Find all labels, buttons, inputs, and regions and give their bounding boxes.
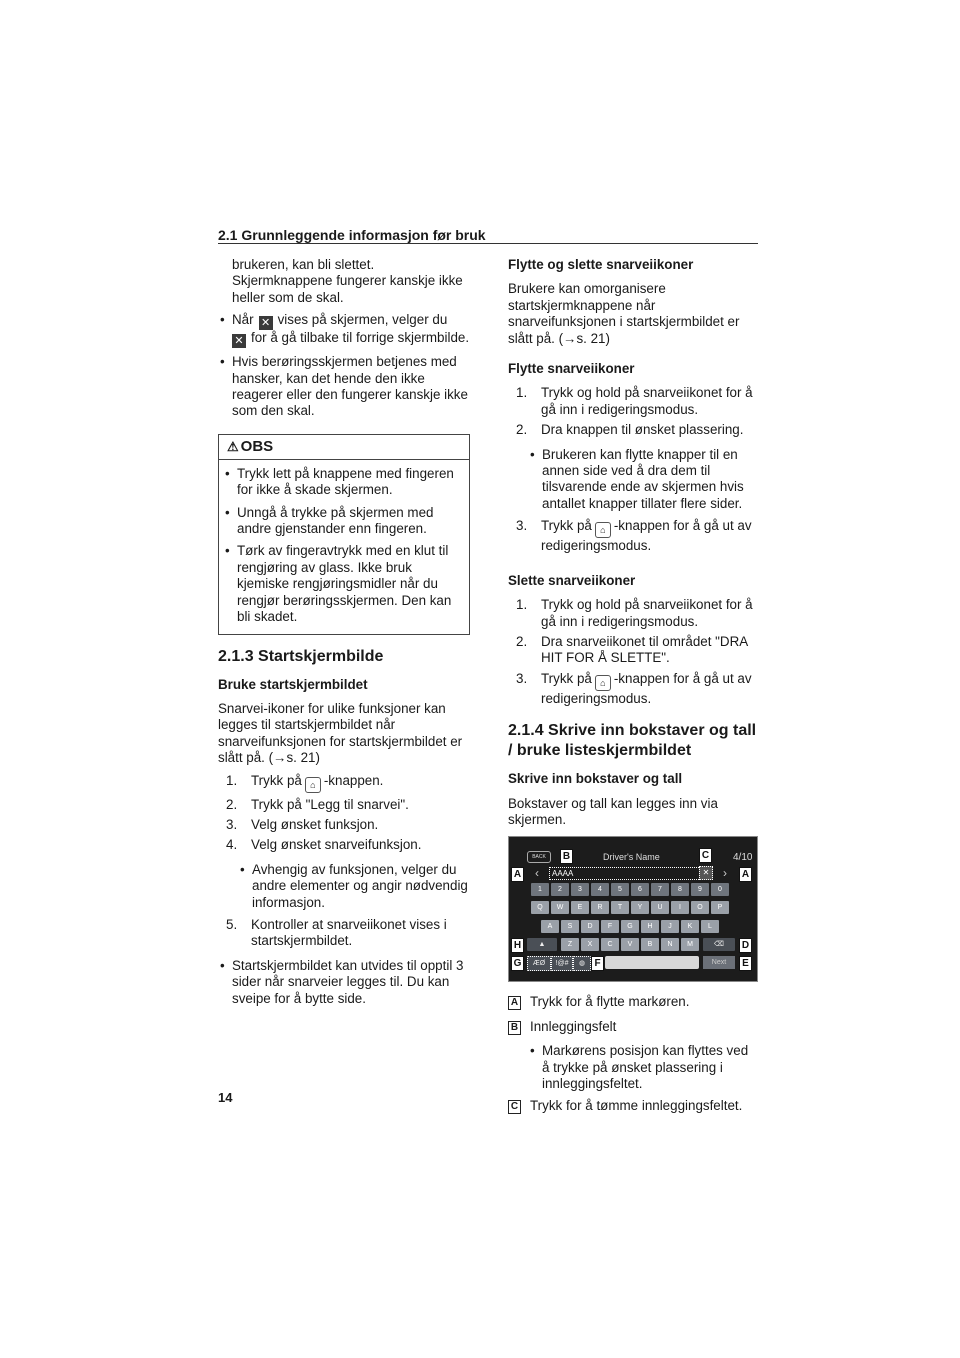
subheading-flytte: Flytte snarveiikoner <box>508 361 635 377</box>
key[interactable]: W <box>551 901 569 914</box>
key[interactable]: 4 <box>591 883 609 896</box>
bullet-text-c: for å gå tilbake til forrige skjermbilde. <box>251 330 470 346</box>
move-step-3 <box>516 518 758 554</box>
screen-title: Driver's Name <box>603 852 660 863</box>
obs-notice-box <box>218 434 470 635</box>
right-column <box>508 257 758 1123</box>
label-a-left: A <box>511 867 524 882</box>
key[interactable]: O <box>691 901 709 914</box>
legend-key: C <box>508 1100 521 1114</box>
label-f: F <box>591 956 604 971</box>
legend-text: Innleggingsfelt <box>530 1018 617 1034</box>
step-text-b: -knappen for å gå ut av redigeringsmodus. <box>541 518 752 554</box>
step-text-b: -knappen. <box>323 772 384 788</box>
page-number: 14 <box>218 1090 233 1105</box>
globe-icon[interactable]: ◍ <box>573 956 591 971</box>
legend-a <box>508 994 758 1010</box>
step-4-bullet: • Avhengig av funksjonen, velger du andre elementer og angir nødvendig informasjon. <box>238 862 470 911</box>
step-4 <box>226 837 470 853</box>
step-number: 3. <box>516 518 528 534</box>
key[interactable]: L <box>701 920 719 933</box>
key[interactable]: J <box>661 920 679 933</box>
subheading-flytte-slette: Flytte og slette snarveiikoner <box>508 257 694 272</box>
legend-c <box>508 1098 758 1114</box>
key[interactable]: 2 <box>551 883 569 896</box>
key[interactable]: A <box>541 920 559 933</box>
step-text: Trykk og hold på snarveiikonet for å gå inn i redigeringsmodus. <box>541 385 753 417</box>
backspace-icon[interactable]: ⌫ <box>703 938 735 951</box>
key[interactable]: F <box>601 920 619 933</box>
legend-text: Trykk for å tømme innleggingsfeltet. <box>530 1098 743 1114</box>
key[interactable]: 7 <box>651 883 669 896</box>
step-text: Trykk på "Legg til snarvei". <box>251 796 409 812</box>
close-square-icon: ✕ <box>259 316 273 330</box>
heading-startskjermbilde: 2.1.3 Startskjermbilde <box>218 647 384 665</box>
heading-skrive-inn: 2.1.4 Skrive inn bokstaver og tall / bruke listeskjermbildet <box>508 722 757 760</box>
bullet-back-icon <box>218 312 470 348</box>
step-text-a: Trykk på <box>251 772 302 788</box>
close-square-icon: ✕ <box>232 334 246 348</box>
key[interactable]: B <box>641 938 659 951</box>
key[interactable]: M <box>681 938 699 951</box>
key[interactable]: 5 <box>611 883 629 896</box>
key[interactable]: V <box>621 938 639 951</box>
legend-key: B <box>508 1021 521 1035</box>
bullet-gloves: • Hvis berøringsskjermen betjenes med hansker, kan det hende den ikke reagerer eller den fungerer kanskje ikke som den skal. <box>218 354 470 420</box>
key[interactable]: H <box>641 920 659 933</box>
legend-b-bullet: • Markørens posisjon kan flyttes ved å trykke på ønsket plassering i innleggingsfeltet. <box>528 1043 758 1092</box>
keyboard-screen-illustration <box>508 836 758 982</box>
key[interactable]: 6 <box>631 883 649 896</box>
subheading-slette: Slette snarveiikoner <box>508 572 636 588</box>
step-number: 3. <box>226 816 238 832</box>
home-icon: ⌂ <box>305 777 321 793</box>
key[interactable]: U <box>651 901 669 914</box>
key[interactable]: G <box>621 920 639 933</box>
step-text: Trykk og hold på snarveiikonet for å gå inn i redigeringsmodus. <box>541 597 753 629</box>
step-3 <box>226 817 470 833</box>
subheading-bruke: Bruke startskjermbildet <box>218 676 368 692</box>
key[interactable]: R <box>591 901 609 914</box>
obs-item: • Tørk av fingeravtrykk med en klut til rengjøring av glass. Ikke bruk kjemiske rengjøringsmidler når du rengjør berøringsskjermen. Den kan bli skadet. <box>223 543 463 625</box>
step-5 <box>226 917 470 950</box>
section-title: 2.1 Grunnleggende informasjon før bruk <box>218 227 486 243</box>
symbols-button[interactable]: !@# <box>551 956 573 971</box>
step-number: 1. <box>516 597 528 613</box>
clear-icon[interactable]: ✕ <box>699 866 713 880</box>
label-d: D <box>739 938 752 953</box>
step-text-a: Trykk på <box>541 670 592 686</box>
key[interactable]: T <box>611 901 629 914</box>
key[interactable]: S <box>561 920 579 933</box>
obs-body <box>219 460 469 634</box>
key[interactable]: I <box>671 901 689 914</box>
obs-header <box>219 435 469 460</box>
warning-icon: ⚠ <box>227 438 239 454</box>
step-text: Kontroller at snarveiikonet vises i startskjermbildet. <box>251 916 447 949</box>
subheading-skrive: Skrive inn bokstaver og tall <box>508 771 683 787</box>
bullet-expand: • Startskjermbildet kan utvides til opptil 3 sider når snarveier legges til. Du kan sveipe for å bytte side. <box>218 958 470 1007</box>
paragraph-bokstaver: Bokstaver og tall kan legges inn via skjermen. <box>508 795 718 827</box>
legend-text: Trykk for å flytte markøren. <box>530 994 690 1010</box>
legend-key: A <box>508 996 521 1010</box>
label-e: E <box>739 956 752 971</box>
step-text: Dra knappen til ønsket plassering. <box>541 422 744 438</box>
label-c: C <box>699 848 712 863</box>
paragraph-snarvei: Snarvei-ikoner for ulike funksjoner kan legges til startskjermbildet når snarveifunksjonen for startskjermbildet er slått på. (→s. 21) <box>218 700 463 766</box>
special-letters-button[interactable]: ÆØ <box>527 956 551 971</box>
intro-paragraph: brukeren, kan bli slettet. Skjermknappene fungerer kanskje ikke heller som de skal. <box>232 257 463 305</box>
home-icon: ⌂ <box>595 675 611 691</box>
key[interactable]: D <box>581 920 599 933</box>
key[interactable]: Z <box>561 938 579 951</box>
step-text: Velg ønsket snarveifunksjon. <box>251 837 422 853</box>
step-text: Dra snarveiikonet til området "DRA HIT FOR Å SLETTE". <box>541 633 748 666</box>
next-button[interactable]: Next <box>703 956 735 969</box>
step-text: Velg ønsket funksjon. <box>251 816 379 832</box>
obs-item: • Trykk lett på knappene med fingeren for ikke å skade skjermen. <box>223 466 463 499</box>
input-field[interactable]: AAAA <box>549 867 701 880</box>
label-h: H <box>511 938 524 953</box>
step-number: 2. <box>516 633 528 649</box>
cursor-left-arrow-icon[interactable]: ‹ <box>535 866 539 881</box>
shift-icon[interactable]: ▲ <box>527 938 557 951</box>
step-number: 4. <box>226 837 238 853</box>
step-1 <box>226 773 470 793</box>
step-number: 1. <box>226 772 238 788</box>
key[interactable]: P <box>711 901 729 914</box>
label-a-right: A <box>739 867 752 882</box>
label-b: B <box>560 849 573 864</box>
key[interactable]: E <box>571 901 589 914</box>
obs-item: • Unngå å trykke på skjermen med andre gjenstander enn fingeren. <box>223 505 463 538</box>
step-number: 3. <box>516 670 528 686</box>
step-2 <box>226 797 470 813</box>
bullet-text-a: Når <box>232 312 254 328</box>
move-step-2 <box>516 422 758 438</box>
move-step-1 <box>516 385 758 418</box>
key[interactable]: 0 <box>711 883 729 896</box>
key[interactable]: Q <box>531 901 549 914</box>
move-bullet: • Brukeren kan flytte knapper til en annen side ved å dra dem til tilsvarende ende av skjermen hvis antallet knapper tillater flere sider. <box>528 447 758 513</box>
character-count: 4/10 <box>733 852 753 864</box>
key[interactable]: C <box>601 938 619 951</box>
step-number: 1. <box>516 385 528 401</box>
label-g: G <box>511 956 524 971</box>
back-button[interactable]: BACK <box>527 851 551 863</box>
step-text-b: -knappen for å gå ut av redigeringsmodus. <box>541 670 752 706</box>
step-number: 2. <box>516 422 528 438</box>
cursor-right-arrow-icon[interactable]: › <box>723 866 727 881</box>
key[interactable]: 3 <box>571 883 589 896</box>
space-key[interactable] <box>605 956 699 969</box>
delete-step-2 <box>516 634 758 667</box>
step-number: 5. <box>226 916 238 932</box>
key[interactable]: X <box>581 938 599 951</box>
bullet-text-b: vises på skjermen, velger du <box>277 312 448 328</box>
left-column <box>218 257 470 1013</box>
key[interactable]: 8 <box>671 883 689 896</box>
delete-step-1 <box>516 597 758 630</box>
obs-title: OBS <box>240 437 274 455</box>
paragraph-omorganisere: Brukere kan omorganisere startskjermknappene når snarveifunksjonen i startskjermbildet er slått på. (→s. 21) <box>508 281 740 346</box>
section-divider <box>218 243 758 244</box>
step-text-a: Trykk på <box>541 518 592 534</box>
key[interactable]: K <box>681 920 699 933</box>
delete-step-3 <box>516 671 758 707</box>
key[interactable]: N <box>661 938 679 951</box>
key[interactable]: 1 <box>531 883 549 896</box>
key[interactable]: 9 <box>691 883 709 896</box>
legend-b <box>508 1019 758 1035</box>
key[interactable]: Y <box>631 901 649 914</box>
step-number: 2. <box>226 796 238 812</box>
home-icon: ⌂ <box>595 522 611 538</box>
